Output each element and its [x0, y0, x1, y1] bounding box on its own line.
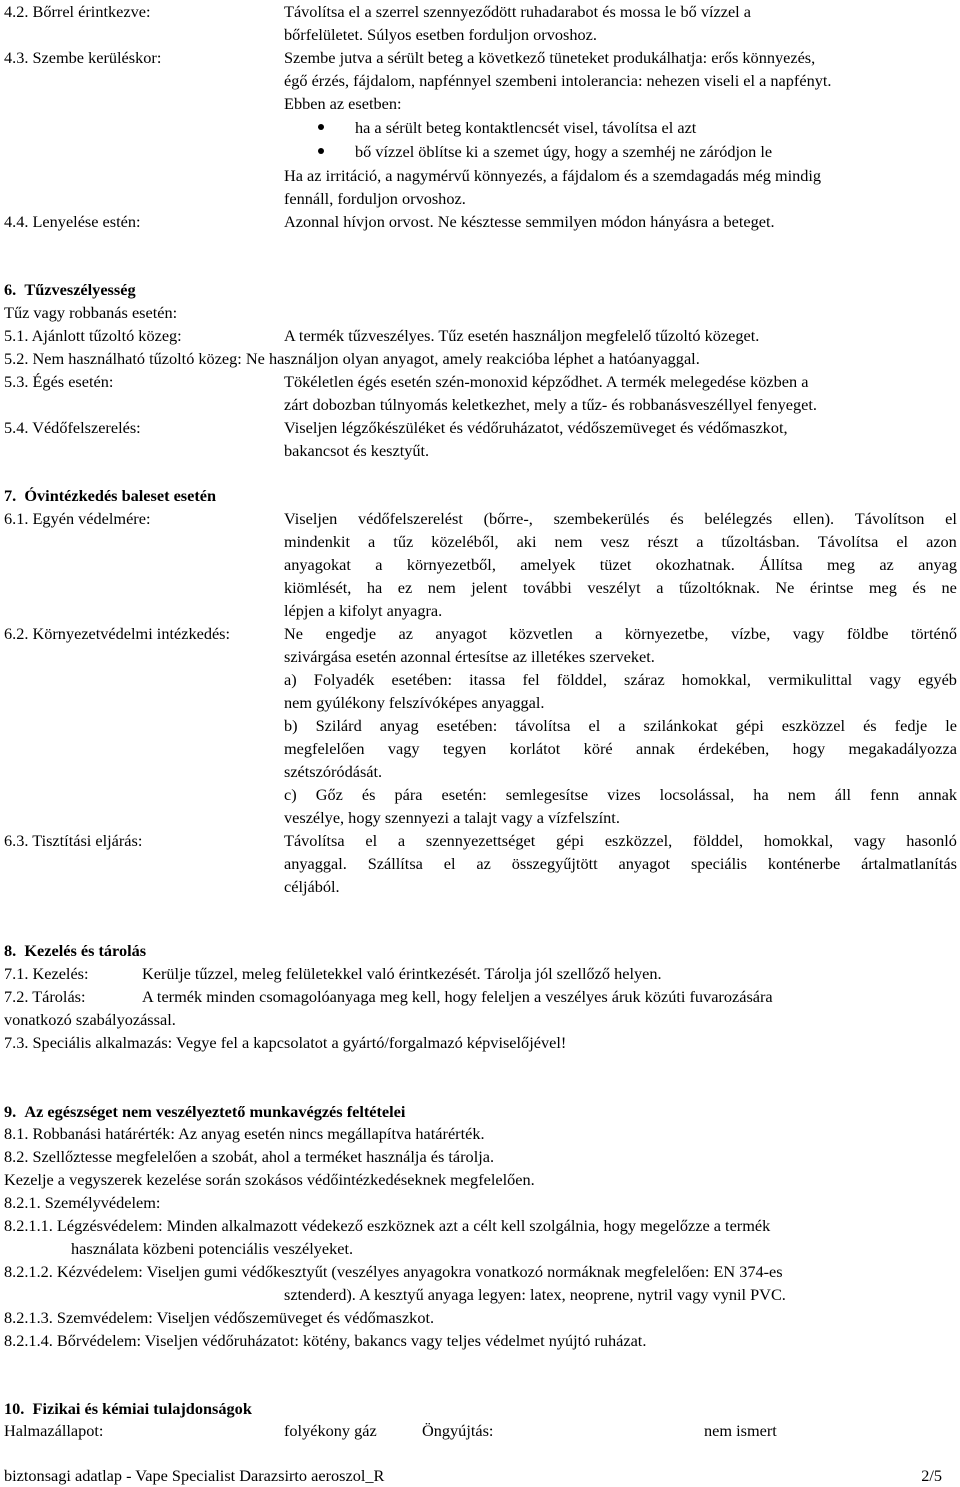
property-key-autoignition: Öngyújtás:: [422, 1421, 494, 1440]
section-10-title: [4, 1397, 252, 1420]
word: Folyadék: [313, 670, 375, 689]
word: a: [368, 532, 376, 551]
word: annak: [918, 785, 957, 804]
word: esetében:: [391, 670, 453, 689]
item-5-3-line-2: zárt dobozban túlnyomás keletkezhet, mely a tűz- és robbanásveszéllyel fenyeget.: [284, 395, 817, 414]
word: gépi: [556, 831, 585, 850]
word: és: [912, 578, 926, 597]
word: földdel,: [556, 670, 607, 689]
word: vagy: [853, 831, 886, 850]
item-6-2-line-9: veszélye, hogy szennyezi a talajt vagy a vízfelszínt.: [284, 808, 620, 827]
word: érdekében,: [698, 739, 770, 758]
word: Távolítsa: [817, 532, 879, 551]
word: Ne: [284, 624, 303, 643]
word: jelent: [471, 578, 508, 597]
word: homokkal,: [681, 670, 751, 689]
word: szennyezettséget: [425, 831, 536, 850]
property-key-state: Halmazállapot:: [4, 1421, 104, 1440]
word: anyagot: [435, 624, 487, 643]
section-8-title: [4, 939, 146, 962]
word: ne: [941, 578, 957, 597]
word: vagy: [792, 624, 825, 643]
word: hasonló: [906, 831, 957, 850]
section-7-heading: Óvintézkedés baleset esetén: [24, 486, 217, 505]
item-5-1-text: A termék tűzveszélyes. Tűz esetén használjon megfelelő tűzoltó közeget.: [284, 326, 760, 345]
word: megfelelően: [284, 739, 365, 758]
item-4-3-line-3: Ebben az esetben:: [284, 94, 402, 113]
word: meg: [868, 578, 897, 597]
item-6-1-label: 6.1. Egyén védelmére:: [4, 509, 151, 528]
word: az: [398, 624, 413, 643]
word: földbe: [846, 624, 889, 643]
section-6-title: [4, 278, 136, 301]
word: köré: [583, 739, 613, 758]
word: korlátot: [509, 739, 561, 758]
word: anyag: [379, 716, 419, 735]
word: gépi: [735, 716, 764, 735]
word: környezetből,: [406, 555, 496, 574]
word: konténerbe: [767, 854, 841, 873]
word: vagy: [869, 670, 901, 689]
word: ez: [397, 578, 413, 597]
item-5-4-line-1: Viseljen légzőkészüléket és védőruházatot, védőszemüveget és védőmaszkot,: [284, 418, 788, 437]
section-9-number: 9.: [4, 1102, 17, 1121]
word: eszközzel: [781, 716, 846, 735]
item-6-2-line-7: szétszóródását.: [284, 762, 383, 781]
section-6-number: 6.: [4, 280, 17, 299]
item-5-2-text: 5.2. Nem használható tűzoltó közeg: Ne használjon olyan anyagot, amely reakcióba léphet a hatóanyaggal.: [4, 349, 700, 368]
word: le: [945, 716, 957, 735]
item-4-3-line-2: égő érzés, fájdalom, napfénnyel szembeni intolerancia: nehezen viseli el a napfényt.: [284, 71, 832, 90]
word: vesz: [600, 532, 630, 551]
word: speciális: [690, 854, 747, 873]
item-6-3-line-2: [284, 852, 957, 875]
item-4-3-after-2: fennáll, forduljon orvoshoz.: [284, 189, 466, 208]
item-6-3-line-3: céljából.: [284, 877, 340, 896]
section-9-heading: Az egészséget nem veszélyeztető munkavégzés feltételei: [24, 1102, 406, 1121]
word: veszélyt: [587, 578, 641, 597]
word: tűzoltóknak.: [678, 578, 760, 597]
word: történő: [910, 624, 957, 643]
word: ha: [366, 578, 383, 597]
word: összegyűjtött: [511, 854, 598, 873]
word: földdel,: [692, 831, 744, 850]
item-6-3-label: 6.3. Tisztítási eljárás:: [4, 831, 143, 850]
word: esetén:: [441, 785, 487, 804]
section-10-heading: Fizikai és kémiai tulajdonságok: [32, 1399, 252, 1418]
item-4-3-after-1: Ha az irritáció, a nagymérvű könnyezés, a fájdalom és a szemdagadás még mindig: [284, 166, 822, 185]
item-6-3-line-1: [284, 829, 957, 852]
word: anyaggal.: [284, 854, 347, 873]
word: a): [284, 670, 297, 689]
word: a: [618, 716, 626, 735]
word: az: [879, 555, 894, 574]
item-4-4-text: Azonnal hívjon orvost. Ne késztesse semmilyen módon hányásra a beteget.: [284, 212, 775, 231]
word: pára: [394, 785, 423, 804]
item-4-3-line-1: Szembe jutva a sérült beteg a következő tüneteket produkálhatja: erős könnyezés,: [284, 48, 816, 67]
word: el: [896, 532, 909, 551]
item-8-2-1: 8.2.1. Személyvédelem:: [4, 1193, 161, 1212]
word: mindenkit: [284, 532, 351, 551]
word: nem: [554, 532, 583, 551]
word: vermikulittal: [768, 670, 853, 689]
word: belélegzés: [704, 509, 773, 528]
item-4-3-label: 4.3. Szembe kerüléskor:: [4, 48, 162, 67]
word: védőfelszerelést: [358, 509, 463, 528]
item-8-2-1-4: 8.2.1.4. Bőrvédelem: Viseljen védőruházatot: kötény, bakancs vagy teljes védelmet nyújtó ruházat.: [4, 1331, 647, 1350]
item-8-2: 8.2. Szellőztesse megfelelően a szobát, ahol a terméket használja és tárolja.: [4, 1147, 495, 1166]
section-10-number: 10.: [4, 1399, 25, 1418]
item-5-3-line-1: Tökéletlen égés esetén szén-monoxid képződhet. A termék melegedése közben a: [284, 372, 809, 391]
property-value-state: folyékony gáz: [284, 1421, 377, 1440]
word: (bőrre-,: [483, 509, 533, 528]
word: esetében:: [436, 716, 498, 735]
item-6-1-line-4: [284, 576, 957, 599]
item-6-2-line-6: [284, 737, 957, 760]
section-6-subtitle: Tűz vagy robbanás esetén:: [4, 303, 178, 322]
word: ellen).: [792, 509, 835, 528]
section-7-title: [4, 484, 216, 507]
section-9-title: [4, 1100, 405, 1123]
item-7-3-text: 7.3. Speciális alkalmazás: Vegye fel a kapcsolatot a gyártó/forgalmazó képviselőjével!: [4, 1033, 567, 1052]
word: ártalmatlanítás: [861, 854, 957, 873]
word: tűz: [393, 532, 414, 551]
word: eszközzel,: [604, 831, 673, 850]
item-8-2-1-2-cont: sztenderd). A kesztyű anyaga legyen: latex, neoprene, nytril vagy vynil PVC.: [284, 1285, 786, 1304]
item-4-2-line-1: Távolítsa el a szerrel szennyeződött ruhadarabot és mossa le bő vízzel a: [284, 2, 751, 21]
section-8-number: 8.: [4, 941, 17, 960]
item-6-1-line-1: [284, 507, 957, 530]
item-8-2-1-2: 8.2.1.2. Kézvédelem: Viseljen gumi védőkesztyűt (veszélyes anyagokra vonatkozó normáknak megfelelően: EN 374-es: [4, 1262, 783, 1281]
word: száraz: [624, 670, 665, 689]
item-6-1-line-3: [284, 553, 957, 576]
word: áll: [834, 785, 852, 804]
word: amelyek: [520, 555, 576, 574]
word: Távolítsa: [284, 831, 345, 850]
item-8-2-1-1-cont: használata közbeni potenciális veszélyeket.: [71, 1239, 354, 1258]
word: fenn: [870, 785, 900, 804]
word: vizes: [607, 785, 641, 804]
word: fedje: [894, 716, 928, 735]
bullet-icon: [318, 124, 324, 130]
word: Szállítsa: [367, 854, 423, 873]
word: távolítsa: [515, 716, 571, 735]
item-7-2-text: A termék minden csomagolóanyaga meg kell, hogy feleljen a veszélyes áruk közúti fuvarozására: [142, 987, 773, 1006]
item-4-2-line-2: bőrfelületet. Súlyos esetben forduljon orvoshoz.: [284, 25, 597, 44]
word: közvetlen: [509, 624, 573, 643]
item-7-1-text: Kerülje tűzzel, meleg felületekkel való érintkezését. Tárolja jól szellőző helyen.: [142, 964, 662, 983]
item-8-2-1-3: 8.2.1.3. Szemvédelem: Viseljen védőszemüveget és védőmaszkot.: [4, 1308, 435, 1327]
word: homokkal,: [763, 831, 834, 850]
item-7-2-cont: vonatkozó szabályozással.: [4, 1010, 176, 1029]
word: vízbe,: [730, 624, 771, 643]
word: tűzoltásban.: [721, 532, 800, 551]
general-note: Kezelje a vegyszerek kezelése során szokásos védőintézkedéseknek megfelelően.: [4, 1170, 535, 1189]
item-6-2-line-5: [284, 714, 957, 737]
word: el: [365, 831, 378, 850]
property-value-autoignition: nem ismert: [704, 1421, 777, 1440]
item-6-2-line-4: nem gyúlékony felszívóképes anyaggal.: [284, 693, 545, 712]
section-6-heading: Tűzveszélyesség: [24, 280, 136, 299]
word: nem: [427, 578, 456, 597]
word: a: [375, 555, 383, 574]
word: a: [397, 831, 406, 850]
word: okozhatnak.: [655, 555, 735, 574]
word: hogy: [792, 739, 826, 758]
item-7-1-label: 7.1. Kezelés:: [4, 964, 89, 983]
word: Távolítson: [854, 509, 925, 528]
word: Viseljen: [284, 509, 338, 528]
word: tüzet: [599, 555, 632, 574]
word: itassa: [469, 670, 506, 689]
word: el: [945, 509, 957, 528]
item-5-3-label: 5.3. Égés esetén:: [4, 372, 114, 391]
word: annak: [635, 739, 675, 758]
word: kiömlését,: [284, 578, 352, 597]
item-8-2-1-1: 8.2.1.1. Légzésvédelem: Minden alkalmazott védekező eszköznek azt a célt kell szolgálnia, hogy megelőzze a termék: [4, 1216, 771, 1235]
word: meg: [826, 555, 855, 574]
word: további: [522, 578, 572, 597]
item-7-2-label: 7.2. Tárolás:: [4, 987, 86, 1006]
word: környezetbe,: [624, 624, 709, 643]
item-5-4-line-2: bakancsot és kesztyűt.: [284, 441, 430, 460]
word: anyag: [918, 555, 957, 574]
word: vagy: [387, 739, 420, 758]
footer-page-number: 2/5: [921, 1466, 942, 1485]
word: egyéb: [918, 670, 957, 689]
word: megakadályozza: [848, 739, 957, 758]
word: közeléből,: [431, 532, 499, 551]
word: szilánkokat: [643, 716, 718, 735]
item-6-2-line-8: [284, 783, 957, 806]
item-4-3-bullet-2: bő vízzel öblítse ki a szemet úgy, hogy a szemhéj ne záródjon le: [355, 142, 773, 161]
word: tegyen: [442, 739, 487, 758]
section-7-number: 7.: [4, 486, 17, 505]
item-4-4-label: 4.4. Lenyelése estén:: [4, 212, 141, 231]
word: és: [670, 509, 684, 528]
word: locsolással,: [659, 785, 735, 804]
word: anyagot: [618, 854, 671, 873]
word: el: [588, 716, 601, 735]
item-8-1: 8.1. Robbanási határérték: Az anyag esetén nincs megállapítva határérték.: [4, 1124, 485, 1143]
item-4-2-label: 4.2. Bőrrel érintkezve:: [4, 2, 151, 21]
word: nem: [787, 785, 816, 804]
item-6-1-line-5: lépjen a kifolyt anyagra.: [284, 601, 443, 620]
item-6-2-label: 6.2. Környezetvédelmi intézkedés:: [4, 624, 231, 643]
word: és: [863, 716, 877, 735]
word: Szilárd: [315, 716, 362, 735]
word: Ne: [775, 578, 795, 597]
word: a: [696, 532, 704, 551]
word: c): [284, 785, 297, 804]
word: és: [361, 785, 376, 804]
item-5-1-label: 5.1. Ajánlott tűzoltó közeg:: [4, 326, 182, 345]
word: azon: [926, 532, 957, 551]
word: az: [476, 854, 491, 873]
word: érintse: [809, 578, 854, 597]
item-6-2-line-3: [284, 668, 957, 691]
word: Gőz: [315, 785, 343, 804]
word: részt: [647, 532, 679, 551]
word: aki: [516, 532, 537, 551]
word: Állítsa: [759, 555, 803, 574]
section-8-heading: Kezelés és tárolás: [24, 941, 147, 960]
word: el: [443, 854, 456, 873]
footer-document-name: biztonsagi adatlap - Vape Specialist Darazsirto aeroszol_R: [4, 1466, 385, 1485]
item-5-4-label: 5.4. Védőfelszerelés:: [4, 418, 141, 437]
item-6-2-line-1: [284, 622, 957, 645]
word: fel: [522, 670, 540, 689]
word: a: [656, 578, 664, 597]
bullet-icon: [318, 148, 324, 154]
word: semlegesítse: [505, 785, 589, 804]
item-4-3-bullet-1: ha a sérült beteg kontaktlencsét visel, távolítsa el azt: [355, 118, 697, 137]
item-6-1-line-2: [284, 530, 957, 553]
word: engedje: [325, 624, 377, 643]
item-6-2-line-2: szivárgása esetén azonnal értesítse az illetékes szerveket.: [284, 647, 655, 666]
word: anyagokat: [284, 555, 351, 574]
word: b): [284, 716, 298, 735]
word: szembekerülés: [553, 509, 650, 528]
word: a: [595, 624, 603, 643]
word: ha: [753, 785, 769, 804]
